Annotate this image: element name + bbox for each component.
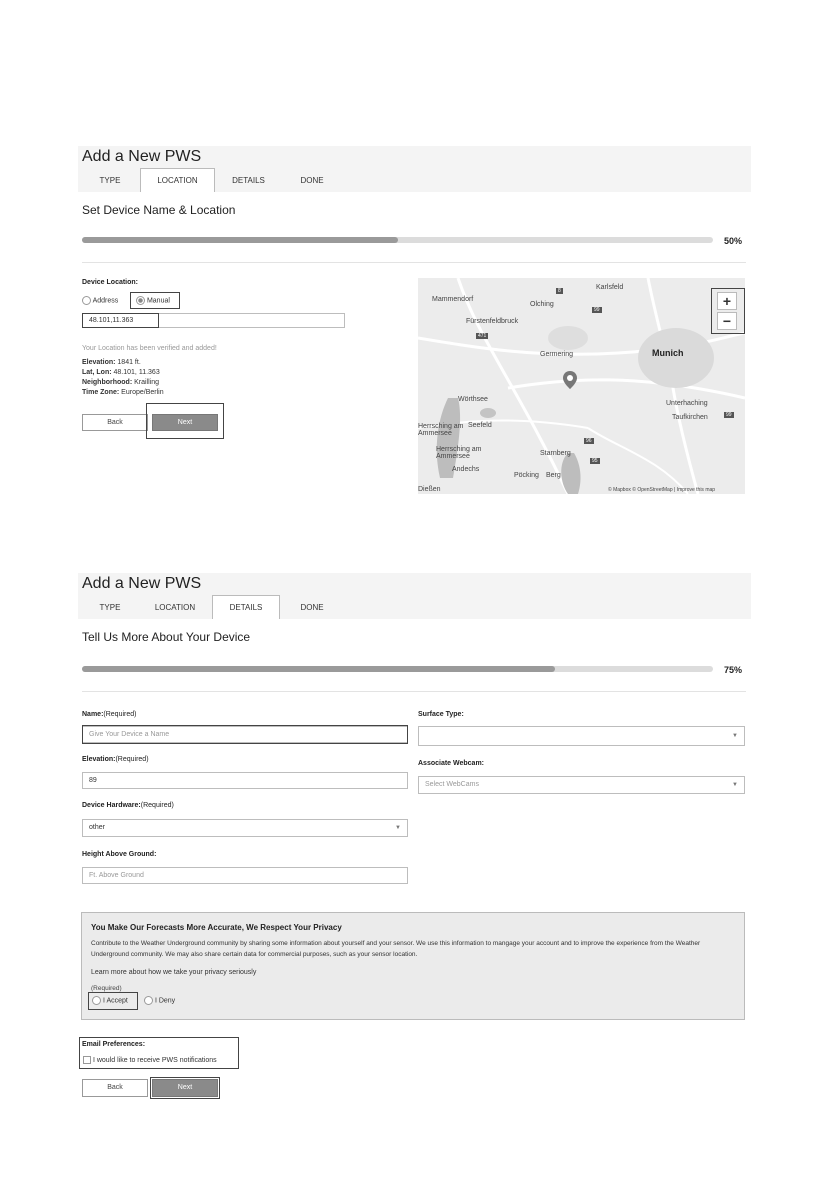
name-required: (Required) (103, 711, 137, 718)
next-button[interactable]: Next (152, 414, 218, 431)
map-attribution[interactable]: © Mapbox © OpenStreetMap | Improve this map (608, 487, 716, 493)
email-pref-label: Email Preferences: (82, 1041, 146, 1048)
map-place: Munich (652, 348, 684, 358)
back-button[interactable]: Back (82, 414, 148, 431)
road-shield: 95 (592, 458, 598, 464)
name-label (82, 711, 136, 718)
progress-bar (82, 237, 713, 243)
step-tabs (78, 595, 751, 619)
elevation-value: 89 (89, 777, 97, 784)
map-place: Wörthsee (458, 396, 488, 403)
highlight-accept (88, 992, 138, 1010)
map-place: Berg (546, 472, 561, 479)
info-neighborhood-value: Krailling (134, 379, 160, 386)
info-neighborhood (82, 379, 159, 386)
webcam-label: Associate Webcam: (418, 760, 485, 767)
zoom-out-button[interactable]: − (717, 312, 737, 330)
chevron-down-icon: ▼ (732, 733, 738, 739)
hardware-required: (Required) (140, 802, 174, 809)
tab-done[interactable]: DONE (300, 603, 324, 612)
highlight-next (150, 1077, 220, 1099)
page-title: Add a New PWS (82, 575, 202, 592)
hardware-label-text: Device Hardware: (82, 802, 141, 809)
progress-label: 75% (724, 665, 743, 675)
surface-label: Surface Type: (418, 711, 464, 718)
privacy-link[interactable]: Learn more about how we take your privacy seriously (91, 969, 257, 976)
elevation-label-text: Elevation: (82, 756, 116, 763)
radio-deny-icon[interactable] (144, 996, 153, 1005)
verified-message: Your Location has been verified and added! (82, 345, 217, 352)
email-pref-text: I would like to receive PWS notifications (92, 1056, 217, 1064)
info-timezone (82, 389, 164, 396)
highlight-coords (82, 313, 159, 328)
info-latlon (82, 369, 160, 376)
email-pref-option[interactable] (83, 1056, 217, 1064)
elevation-label (82, 756, 149, 763)
map-place: Dießen (418, 486, 441, 493)
info-latlon-value: 48.101, 11.363 (113, 369, 160, 376)
map-place: Unterhaching (666, 400, 708, 407)
progress-label: 50% (724, 236, 743, 246)
height-input[interactable] (82, 867, 408, 884)
tab-type[interactable]: TYPE (99, 176, 121, 185)
device-location-label: Device Location: (82, 279, 139, 286)
progress-fill (82, 666, 555, 672)
page-header (78, 146, 751, 192)
hardware-select[interactable] (82, 819, 408, 837)
info-latlon-label: Lat, Lon: (82, 369, 112, 376)
map-place: Olching (530, 301, 554, 308)
info-elevation (82, 359, 141, 366)
road-shield: 99 (726, 412, 732, 418)
tab-details[interactable]: DETAILS (232, 176, 265, 185)
radio-manual-label: Manual (146, 297, 170, 305)
privacy-body: Contribute to the Weather Underground community by sharing some information about yourself and your sensor. We use this information to mangage your account and to improve the experience from the Weather Underground community. We may also share certain data for commercial purposes, such as your sensor location. (91, 940, 701, 958)
back-button[interactable]: Back (82, 1079, 148, 1097)
map-place: Fürstenfeldbruck (466, 318, 519, 325)
tab-details[interactable]: DETAILS (212, 595, 280, 619)
section-title: Tell Us More About Your Device (82, 630, 251, 644)
road-shield: 8 (558, 288, 561, 294)
height-placeholder: Ft. Above Ground (89, 872, 144, 879)
chevron-down-icon: ▼ (395, 825, 401, 831)
chevron-down-icon: ▼ (732, 782, 738, 788)
privacy-title: You Make Our Forecasts More Accurate, We Respect Your Privacy (91, 923, 342, 932)
radio-deny-label: I Deny (154, 997, 176, 1005)
coords-value: 48.101,11.363 (89, 317, 134, 324)
page-header (78, 573, 751, 619)
divider (82, 691, 746, 692)
section-title: Set Device Name & Location (82, 203, 236, 217)
privacy-required: (Required) (91, 985, 122, 992)
progress-fill (82, 237, 398, 243)
radio-address-icon[interactable] (82, 296, 91, 305)
info-timezone-label: Time Zone: (82, 389, 120, 396)
webcam-value: Select WebCams (425, 781, 479, 788)
map-place: Taufkirchen (672, 414, 708, 421)
map-place: Mammendorf (432, 296, 474, 303)
map-place: Seefeld (468, 422, 492, 429)
info-elevation-label: Elevation: (82, 359, 116, 366)
highlight-zoom (711, 288, 745, 334)
map-place: Karlsfeld (596, 284, 624, 291)
tab-location[interactable]: LOCATION (140, 168, 215, 192)
divider (82, 262, 746, 263)
info-timezone-value: Europe/Berlin (121, 389, 164, 396)
map-place: Starnberg (540, 450, 571, 457)
progress-bar (82, 666, 713, 672)
tab-location[interactable]: LOCATION (154, 603, 196, 612)
map-roads (418, 278, 745, 494)
surface-select[interactable] (418, 726, 745, 746)
map-place: Andechs (452, 466, 480, 473)
tab-done[interactable]: DONE (300, 176, 324, 185)
radio-address-label: Address (92, 297, 119, 305)
radio-address[interactable] (82, 296, 118, 305)
map-place: Herrsching am Ammersee (418, 423, 464, 437)
next-button[interactable]: Next (152, 1079, 218, 1097)
name-label-text: Name: (82, 711, 104, 718)
info-elevation-value: 1841 ft. (117, 359, 141, 366)
road-shield: 99 (594, 307, 600, 313)
map-place: Germering (540, 351, 574, 358)
info-neighborhood-label: Neighborhood: (82, 379, 133, 386)
step-tabs (78, 168, 751, 192)
email-pref-checkbox[interactable] (83, 1056, 91, 1064)
radio-deny[interactable] (144, 996, 175, 1005)
zoom-in-button[interactable]: + (717, 292, 737, 310)
highlight-manual (130, 292, 180, 309)
highlight-next (146, 403, 224, 439)
highlight-name (82, 725, 408, 744)
name-placeholder: Give Your Device a Name (89, 731, 170, 738)
elevation-required: (Required) (115, 756, 149, 763)
webcam-select[interactable] (418, 776, 745, 794)
map-pin-icon[interactable] (563, 371, 577, 389)
elevation-input[interactable] (82, 772, 408, 789)
tab-type[interactable]: TYPE (99, 603, 121, 612)
road-shield: 96 (586, 438, 592, 444)
details-step-panel (78, 573, 751, 619)
map-place: Pöcking (514, 472, 539, 479)
radio-accept-label: I Accept (102, 997, 128, 1005)
hardware-label (82, 802, 174, 809)
privacy-panel (81, 912, 745, 1020)
map-place: Herrsching am Ammersee (436, 446, 482, 460)
road-shield: 471 (478, 333, 487, 339)
height-label: Height Above Ground: (82, 851, 157, 858)
hardware-value: other (89, 824, 105, 831)
location-map[interactable] (418, 278, 745, 494)
page-title: Add a New PWS (82, 148, 202, 165)
